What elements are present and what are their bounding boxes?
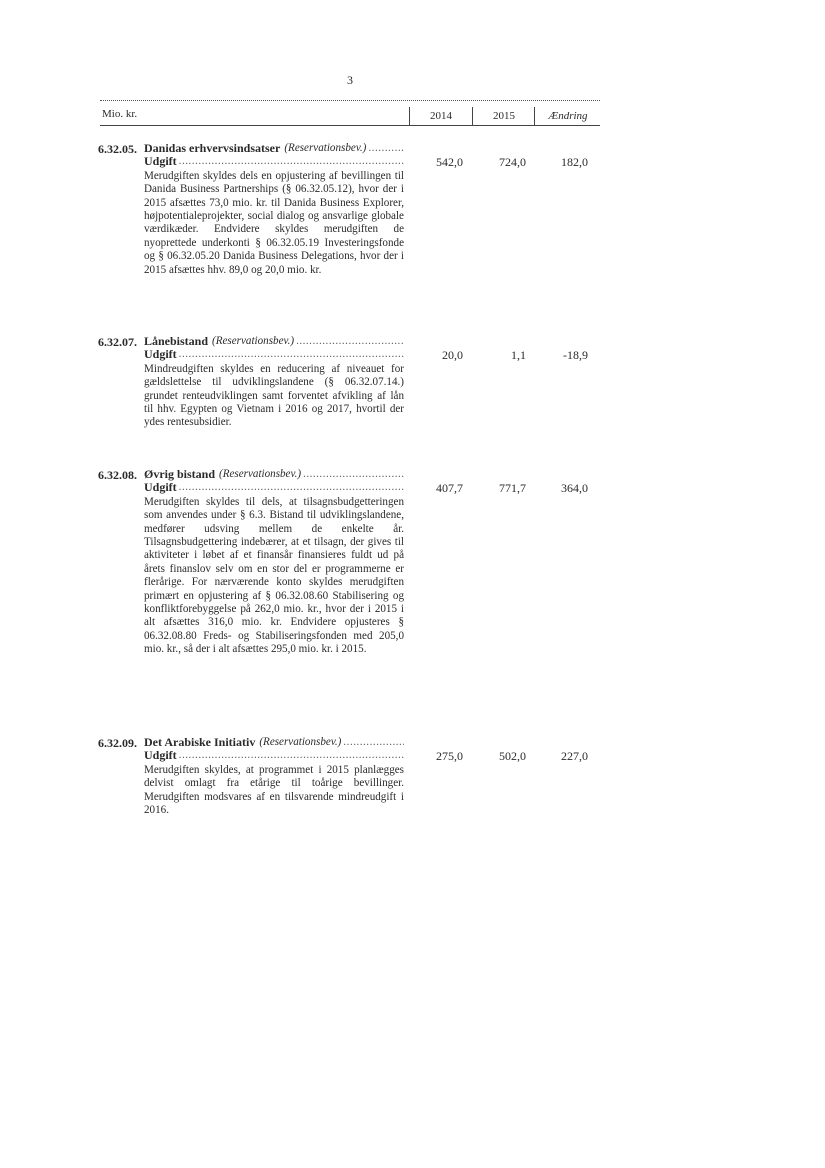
entry-body — [144, 142, 404, 277]
entry-body — [144, 335, 404, 430]
page-number: 3 — [347, 73, 353, 87]
account-number: 6.32.08. — [98, 468, 137, 482]
reservation-note: (Reservationsbev.) — [259, 736, 342, 748]
dot-leader — [368, 142, 404, 155]
dot-leader — [179, 348, 404, 361]
account-title: Danidas erhvervsindsatser — [144, 142, 281, 155]
column-header-2015: 2015 — [472, 107, 535, 125]
account-number: 6.32.05. — [98, 142, 137, 156]
value-2015: 1,1 — [511, 348, 526, 362]
value-2014: 407,7 — [436, 481, 463, 495]
reservation-note: (Reservationsbev.) — [219, 468, 302, 480]
dot-leader — [179, 155, 404, 168]
dot-leader — [303, 468, 404, 481]
udgift-label: Udgift — [144, 348, 177, 362]
dot-leader — [296, 335, 404, 348]
value-2014: 542,0 — [436, 155, 463, 169]
entry-description: Merudgiften skyldes dels en opjustering af bevillingen til Danida Business Partnerships (§ 06.32.05.12), hvor der i 2015 afsættes 73,0 mio. kr. til Danida Business Explorer, højpotentialeprojekter, social dialog og ansvarlige globale værdikæder. Endvidere skyldes merudgiften de nyoprettede underkonti § 06.32.05.19 Investeringsfonde og § 06.32.05.20 Danida Business Delegations, hvor der i 2015 afsættes hhv. 89,0 og 20,0 mio. kr. — [144, 169, 404, 276]
account-number: 6.32.09. — [98, 736, 137, 750]
unit-label: Mio. kr. — [102, 108, 138, 120]
udgift-label: Udgift — [144, 749, 177, 763]
entry-body — [144, 468, 404, 657]
account-number: 6.32.07. — [98, 335, 137, 349]
column-header-change: Ændring — [534, 107, 601, 125]
entry-description: Merudgiften skyldes til dels, at tilsagnsbudgetteringen som anvendes under § 6.3. Bistand til udviklingslandene, medfører udsving mellem de enkelte år. Tilsagnsbudgettering indebærer, at et tilsagn, der gives til aktiviteter i løbet af et finansår finansieres fuldt ud på årets finanslov selv om en stor del er programmerne er flerårige. For nærværende konto skyldes merudgiften primært en opjustering af § 06.32.08.60 Stabilisering og konfliktforebyggelse på 262,0 mio. kr., hvor der i 2015 i alt afsættes 316,0 mio. kr. Endvidere opjusteres § 06.32.08.80 Freds- og Stabiliseringsfonden med 205,0 mio. kr., så der i alt afsættes 295,0 mio. kr. i 2015. — [144, 495, 404, 656]
table-header — [100, 100, 600, 125]
value-2014: 20,0 — [442, 348, 463, 362]
entry-description: Merudgiften skyldes, at programmet i 2015 planlægges delvist omlagt fra etårige til toårige bevillinger. Merudgiften modsvares af en tilsvarende mindreudgift i 2016. — [144, 763, 404, 817]
account-title: Det Arabiske Initiativ — [144, 736, 256, 749]
header-rule — [100, 125, 600, 126]
entry-description: Mindreudgiften skyldes en reducering af niveauet for gældslettelse til udviklingslandene (§ 06.32.07.14.) grundet renteudviklingen samt forventet afvikling af lån til hhv. Egypten og Vietnam i 2016 og 2017, hvortil der ydes rentesubsidier. — [144, 362, 404, 429]
udgift-label: Udgift — [144, 481, 177, 495]
value-2014: 275,0 — [436, 749, 463, 763]
value-change: -18,9 — [563, 348, 588, 362]
column-header-2014: 2014 — [409, 107, 472, 125]
value-change: 364,0 — [561, 481, 588, 495]
value-2015: 771,7 — [499, 481, 526, 495]
dot-leader — [179, 749, 404, 762]
value-2015: 502,0 — [499, 749, 526, 763]
dot-leader — [179, 481, 404, 494]
reservation-note: (Reservationsbev.) — [212, 335, 295, 347]
entry-body — [144, 736, 404, 817]
value-change: 182,0 — [561, 155, 588, 169]
header-dotted-rule — [100, 100, 600, 101]
account-title: Lånebistand — [144, 335, 209, 348]
dot-leader — [343, 736, 404, 749]
value-change: 227,0 — [561, 749, 588, 763]
account-title: Øvrig bistand — [144, 468, 216, 481]
reservation-note: (Reservationsbev.) — [284, 142, 367, 154]
value-2015: 724,0 — [499, 155, 526, 169]
udgift-label: Udgift — [144, 155, 177, 169]
